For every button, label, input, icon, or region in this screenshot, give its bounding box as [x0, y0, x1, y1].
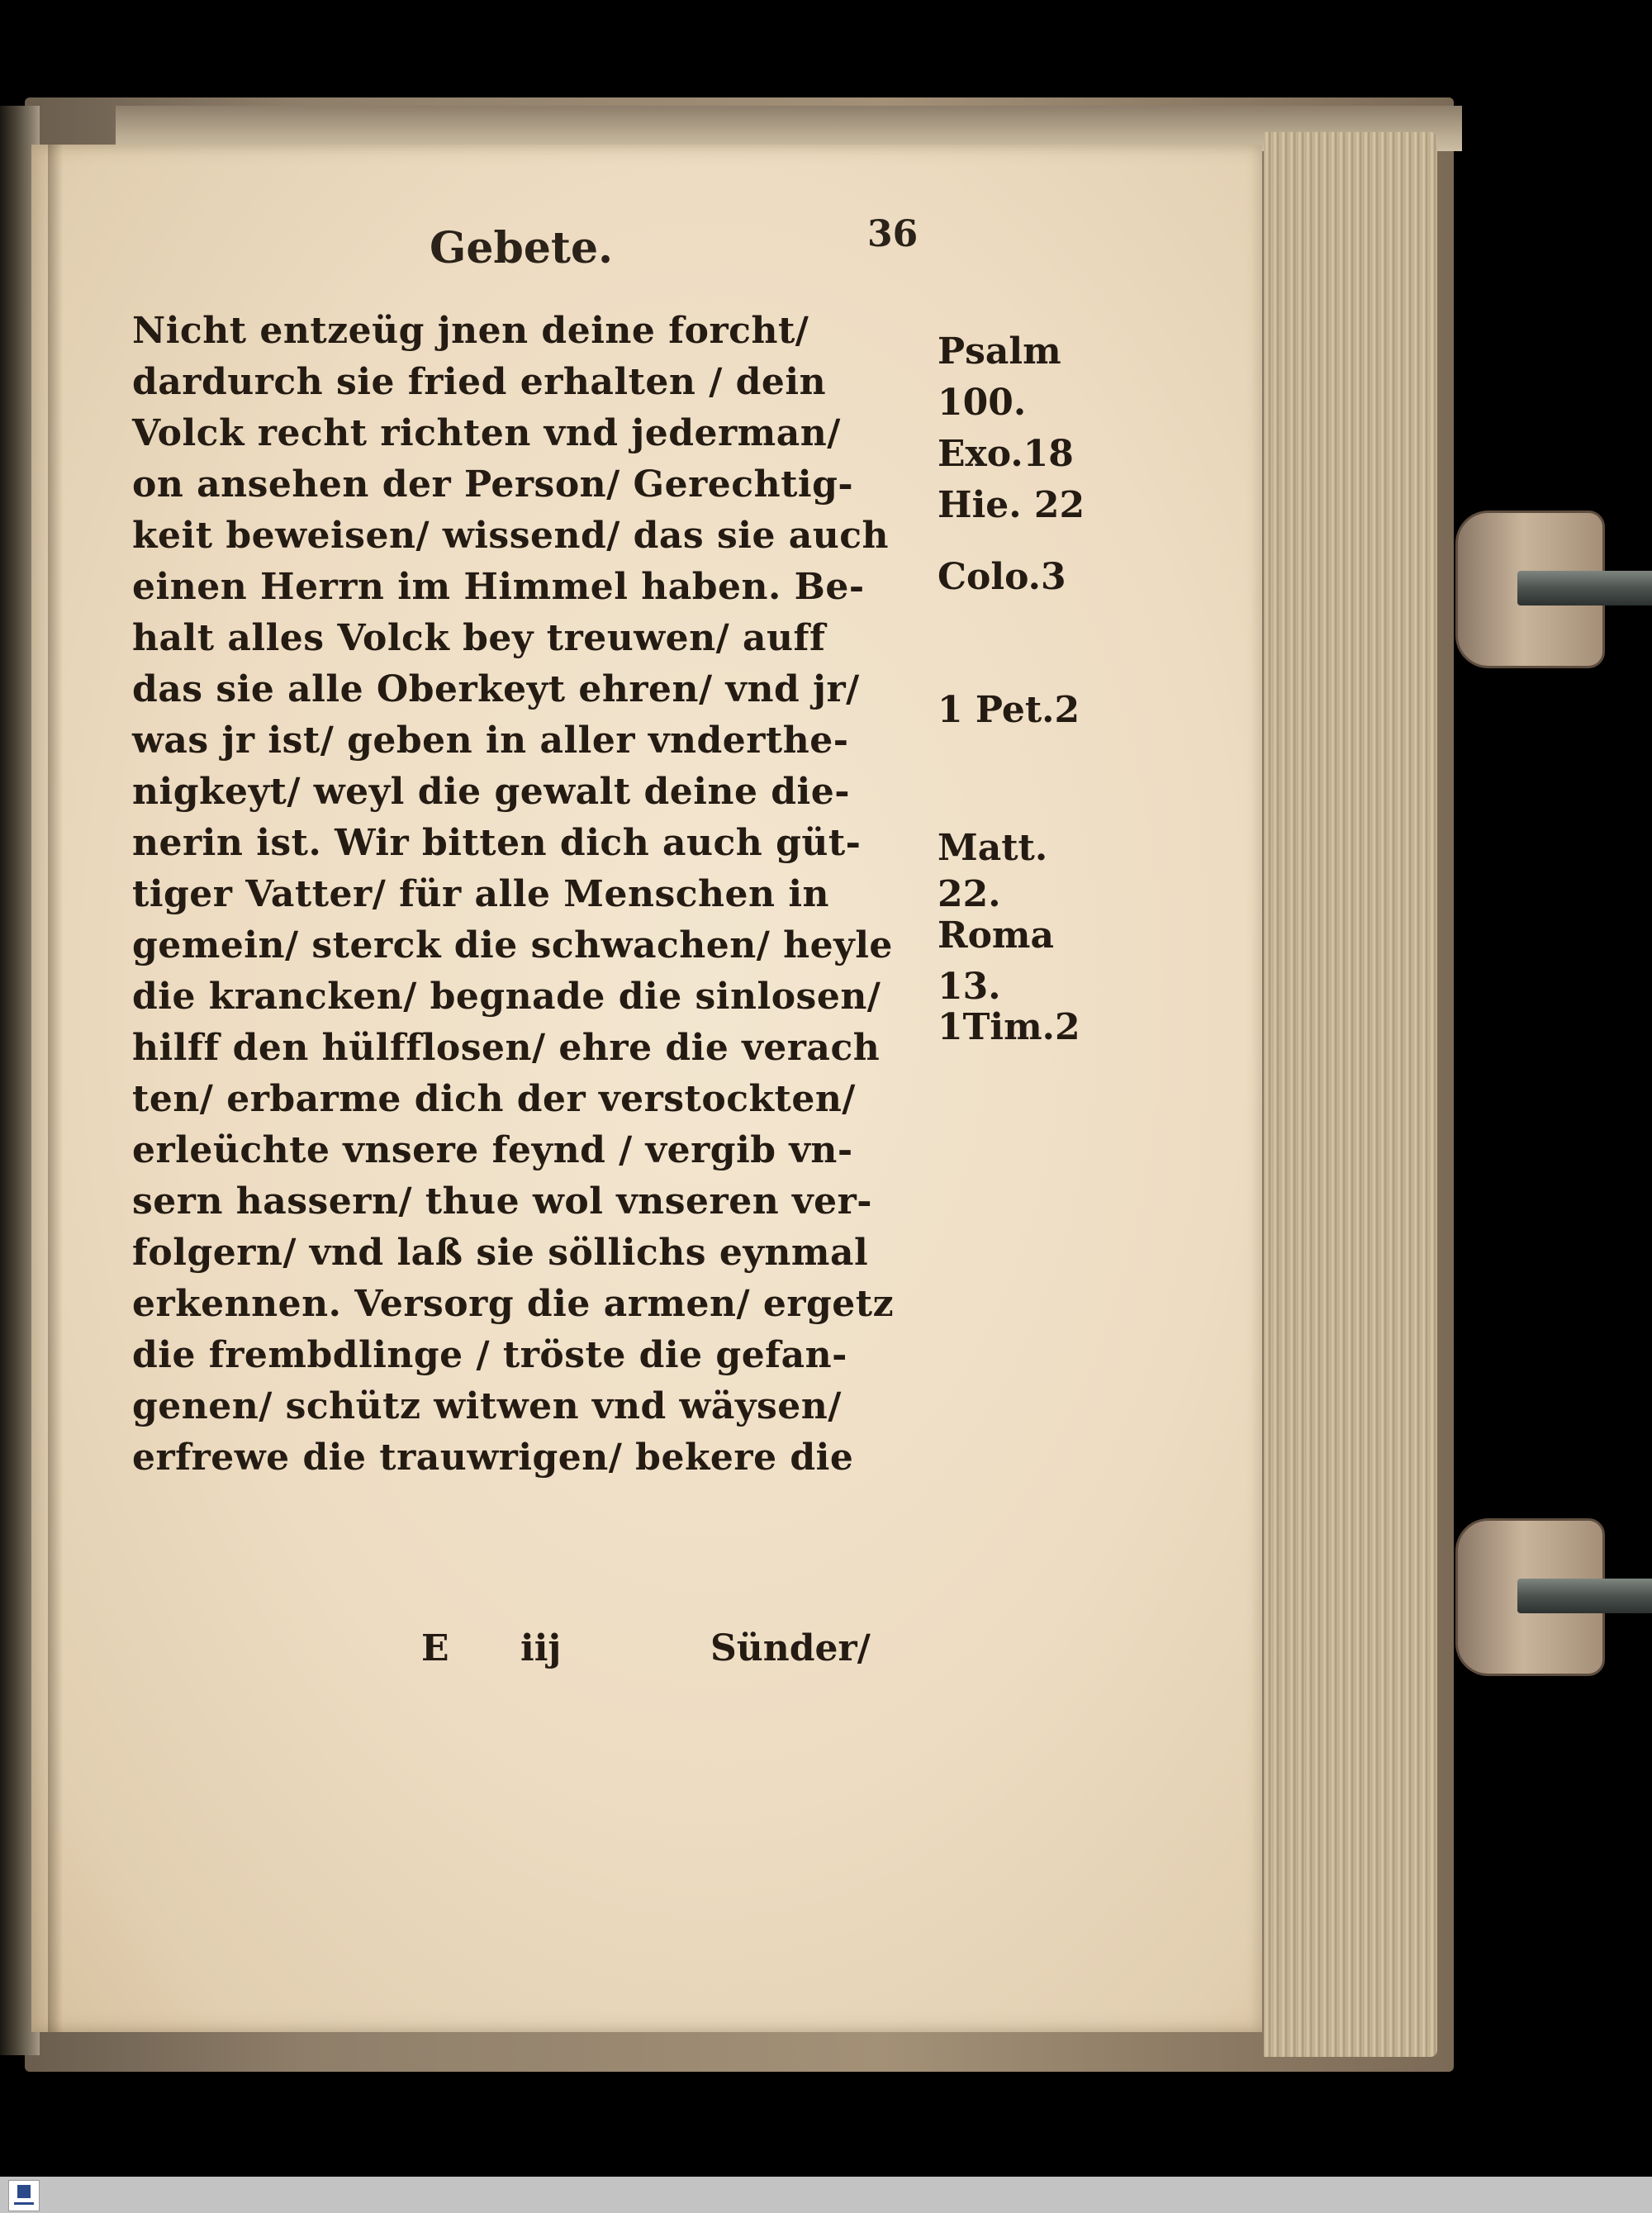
- folio-number: 36: [867, 213, 919, 255]
- text-line: das sie alle Oberkeyt ehren/ vnd jr/: [132, 668, 860, 710]
- text-line: tiger Vatter/ für alle Menschen in: [132, 873, 830, 915]
- text-line: Volck recht richten vnd jederman/: [132, 412, 841, 454]
- page-gutter-shadow: [48, 145, 63, 2032]
- text-line: dardurch sie fried erhalten / dein: [132, 361, 827, 403]
- signature-number: iij: [520, 1627, 562, 1669]
- margin-note: 22.: [938, 873, 1001, 916]
- clasp-pin-lower: [1517, 1579, 1652, 1613]
- page-header: [0, 213, 1652, 289]
- signature-mark: E: [421, 1627, 449, 1669]
- running-title: Gebete.: [430, 223, 614, 273]
- text-line: die krancken/ begnade die sinlosen/: [132, 976, 881, 1018]
- body-text: [132, 306, 933, 1484]
- text-line: Nicht entzeüg jnen deine forcht/: [132, 310, 809, 352]
- text-line: einen Herrn im Himmel haben. Be-: [132, 566, 865, 608]
- text-line: die frembdlinge / tröste die gefan-: [132, 1334, 847, 1376]
- margin-note: 13.: [938, 965, 1001, 1008]
- text-line: on ansehen der Person/ Gerechtig-: [132, 463, 854, 506]
- text-line: halt alles Volck bey treuwen/ auff: [132, 617, 826, 659]
- margin-note: Exo.18: [938, 433, 1074, 475]
- margin-note: Roma: [938, 914, 1054, 957]
- text-line: erfrewe die trauwrigen/ bekere die: [132, 1437, 854, 1479]
- text-line: ten/ erbarme dich der verstockten/: [132, 1078, 856, 1120]
- margin-note: Hie. 22: [938, 484, 1085, 526]
- viewer-footer-bar: [0, 2177, 1652, 2213]
- library-logo-icon: [8, 2180, 40, 2211]
- clasp-lower: [1455, 1518, 1605, 1676]
- text-line: hilff den hülfflosen/ ehre die verach: [132, 1027, 881, 1069]
- margin-note: 1 Pet.2: [938, 689, 1080, 731]
- text-line: sern hassern/ thue wol vnseren ver-: [132, 1180, 873, 1223]
- text-line: was jr ist/ geben in aller vnderthe-: [132, 719, 849, 762]
- text-line: gemein/ sterck die schwachen/ heyle: [132, 924, 893, 966]
- catchword: Sünder/: [710, 1627, 871, 1669]
- text-line: nigkeyt/ weyl die gewalt deine die-: [132, 771, 851, 813]
- margin-note: Colo.3: [938, 555, 1066, 598]
- margin-note: 1Tim.2: [938, 1006, 1080, 1049]
- margin-note: Psalm: [938, 330, 1061, 373]
- text-line: nerin ist. Wir bitten dich auch güt-: [132, 822, 862, 864]
- margin-note: Matt.: [938, 827, 1048, 870]
- page-edges: [1264, 132, 1437, 2057]
- signature-line: [421, 1627, 950, 1685]
- text-line: genen/ schütz witwen vnd wäysen/: [132, 1385, 842, 1427]
- text-line: erkennen. Versorg die armen/ ergetz: [132, 1283, 895, 1325]
- margin-note: 100.: [938, 382, 1027, 424]
- clasp-pin-upper: [1517, 571, 1652, 605]
- text-line: keit beweisen/ wissend/ das sie auch: [132, 515, 890, 557]
- text-line: folgern/ vnd laß sie söllichs eynmal: [132, 1232, 869, 1274]
- text-line: erleüchte vnsere feynd / vergib vn-: [132, 1129, 853, 1171]
- clasp-upper: [1455, 511, 1605, 668]
